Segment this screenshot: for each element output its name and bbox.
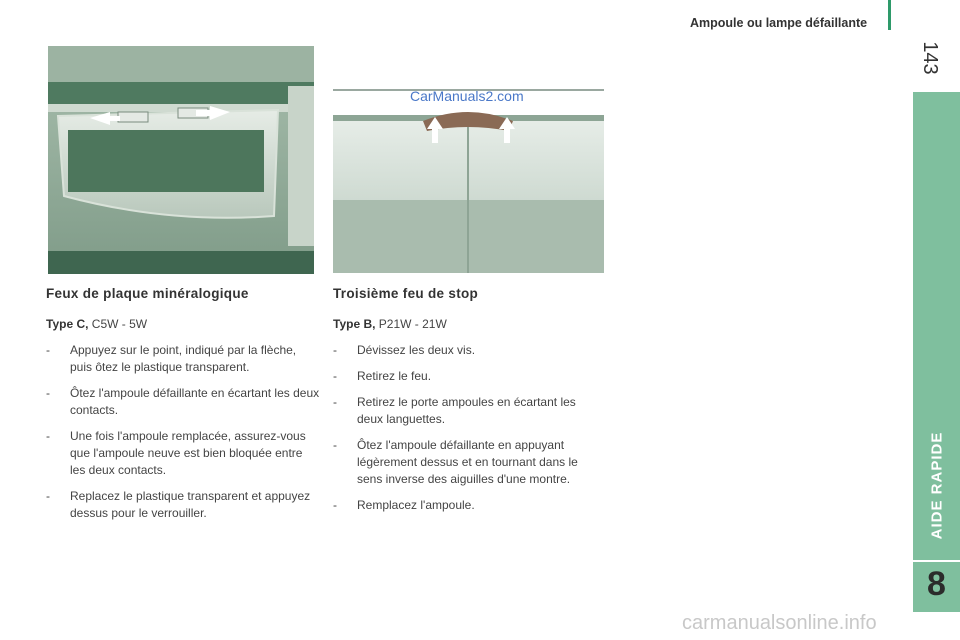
list-item: - Appuyez sur le point, indiqué par la flèche, puis ôtez le plastique transparent.	[46, 342, 321, 376]
brake-light-instructions	[333, 316, 605, 523]
header-title: Ampoule ou lampe défaillante	[690, 16, 868, 30]
bulb-type-value: P21W - 21W	[375, 317, 447, 331]
bulb-type-line	[333, 316, 605, 333]
third-brake-light-photo	[333, 85, 604, 273]
third-brake-light-illustration	[333, 85, 604, 273]
bulb-type-label: Type B,	[333, 317, 376, 331]
chapter-tab-label	[913, 410, 960, 560]
chapter-number: 8	[927, 565, 946, 603]
bulb-type-value: C5W - 5W	[88, 317, 148, 331]
chapter-tab-label-text: AIDE RAPIDE	[928, 431, 945, 539]
bulb-type-line	[46, 316, 321, 333]
bulb-type-label: Type C,	[46, 317, 89, 331]
list-item: - Ôtez l'ampoule défaillante en écartant les deux contacts.	[46, 385, 321, 419]
license-plate-light-illustration	[48, 46, 314, 274]
list-item: - Retirez le feu.	[333, 368, 605, 385]
list-item: - Retirez le porte ampoules en écartant les deux languettes.	[333, 394, 605, 428]
license-plate-light-photo	[48, 46, 314, 274]
list-item: - Replacez le plastique transparent et appuyez dessus pour le verrouiller.	[46, 488, 321, 522]
section-title-license-plate: Feux de plaque minéralogique	[46, 286, 249, 301]
instruction-steps	[46, 342, 321, 522]
section-title-brake-light: Troisième feu de stop	[333, 286, 479, 301]
tab-divider	[913, 560, 960, 562]
page-number: 143	[919, 41, 941, 75]
header-accent-bar	[888, 0, 891, 30]
list-item: - Ôtez l'ampoule défaillante en appuyant légèrement dessus et en tournant dans le sens inverse des aiguilles d'une montre.	[333, 437, 605, 488]
list-item: - Dévissez les deux vis.	[333, 342, 605, 359]
carmanuals-watermark: CarManuals2.com	[410, 88, 524, 104]
instruction-steps	[333, 342, 605, 514]
footer-watermark: carmanualsonline.info	[682, 612, 877, 634]
list-item: - Remplacez l'ampoule.	[333, 497, 605, 514]
list-item: - Une fois l'ampoule remplacée, assurez-vous que l'ampoule neuve est bien bloquée entre les deux contacts.	[46, 428, 321, 479]
license-plate-instructions	[46, 316, 321, 531]
